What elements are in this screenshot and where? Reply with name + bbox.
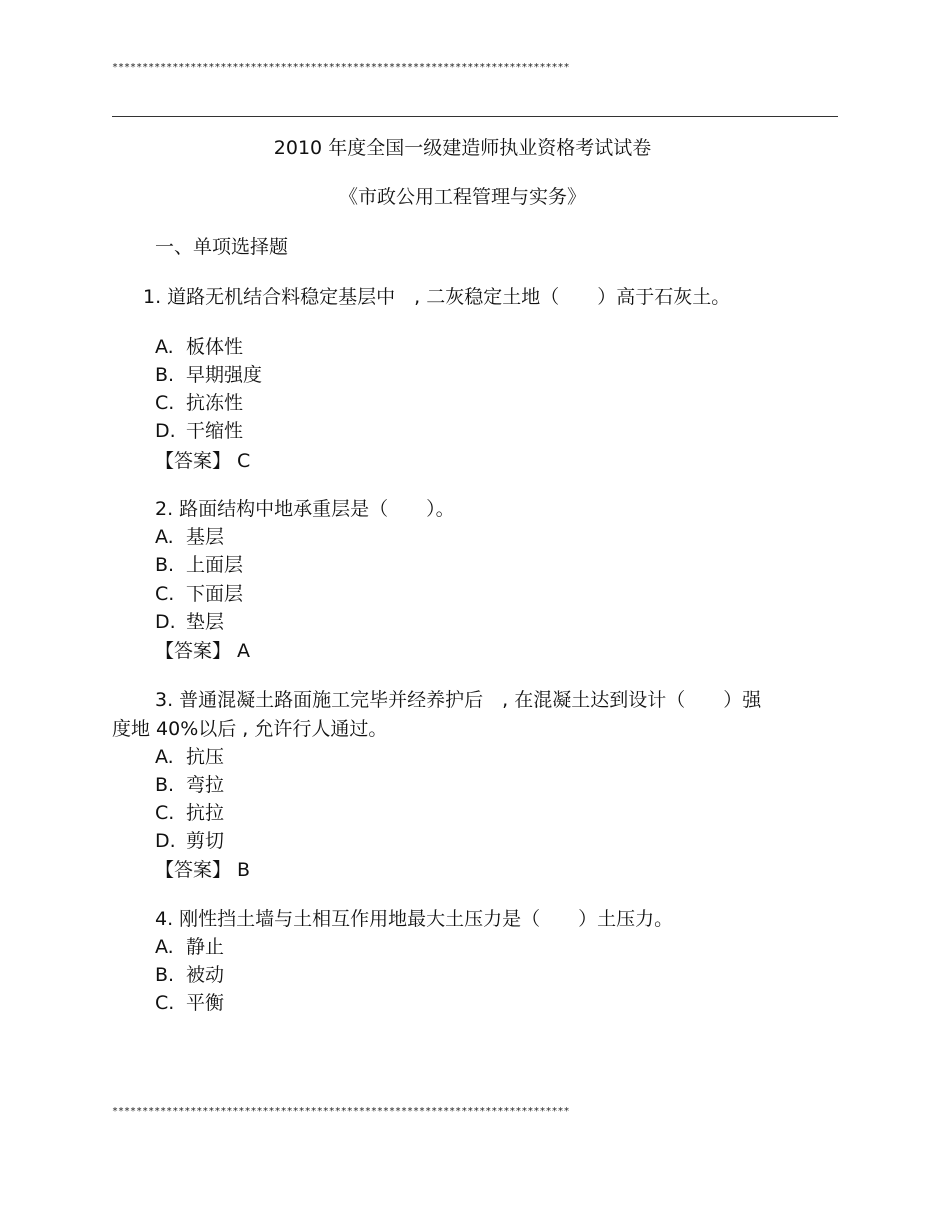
q1-option-a: A. 板体性 [155, 336, 244, 358]
q1-option-d: D. 干缩性 [155, 420, 244, 442]
q1-answer: 【答案】 C [155, 450, 251, 472]
question-2-text: 2. 路面结构中地承重层是（ ）。 [155, 498, 455, 520]
q2-option-d: D. 垫层 [155, 611, 225, 633]
q3-answer: 【答案】 B [155, 859, 251, 881]
q4-option-a: A. 静止 [155, 936, 225, 958]
q2-option-a: A. 基层 [155, 526, 225, 548]
q1-option-b: B. 早期强度 [155, 364, 263, 386]
q1-option-c: C. 抗冻性 [155, 392, 244, 414]
question-4-text: 4. 刚性挡土墙与土相互作用地最大土压力是（ ）土压力。 [155, 908, 674, 930]
question-3-text-line2: 度地 40%以后 , 允许行人通过。 [112, 718, 388, 740]
section-heading: 一、单项选择题 [155, 236, 289, 258]
q4-option-b: B. 被动 [155, 964, 225, 986]
header-divider [112, 116, 838, 117]
document-subtitle: 《市政公用工程管理与实务》 [338, 186, 586, 208]
q3-option-c: C. 抗拉 [155, 802, 225, 824]
q2-option-c: C. 下面层 [155, 583, 244, 605]
q3-option-b: B. 弯拉 [155, 774, 225, 796]
header-star-line: **************************************************************************** [112, 62, 570, 73]
question-1-text: 1. 道路无机结合料稳定基层中 , 二灰稳定土地（ ）高于石灰土。 [143, 286, 731, 308]
question-3-text-line1: 3. 普通混凝土路面施工完毕并经养护后 , 在混凝土达到设计（ ）强 [155, 689, 762, 711]
q2-answer: 【答案】 A [155, 640, 251, 662]
document-title: 2010 年度全国一级建造师执业资格考试试卷 [273, 137, 652, 159]
q3-option-a: A. 抗压 [155, 746, 225, 768]
q4-option-c: C. 平衡 [155, 992, 225, 1014]
q2-option-b: B. 上面层 [155, 554, 244, 576]
footer-star-line: **************************************************************************** [112, 1106, 570, 1117]
q3-option-d: D. 剪切 [155, 830, 225, 852]
